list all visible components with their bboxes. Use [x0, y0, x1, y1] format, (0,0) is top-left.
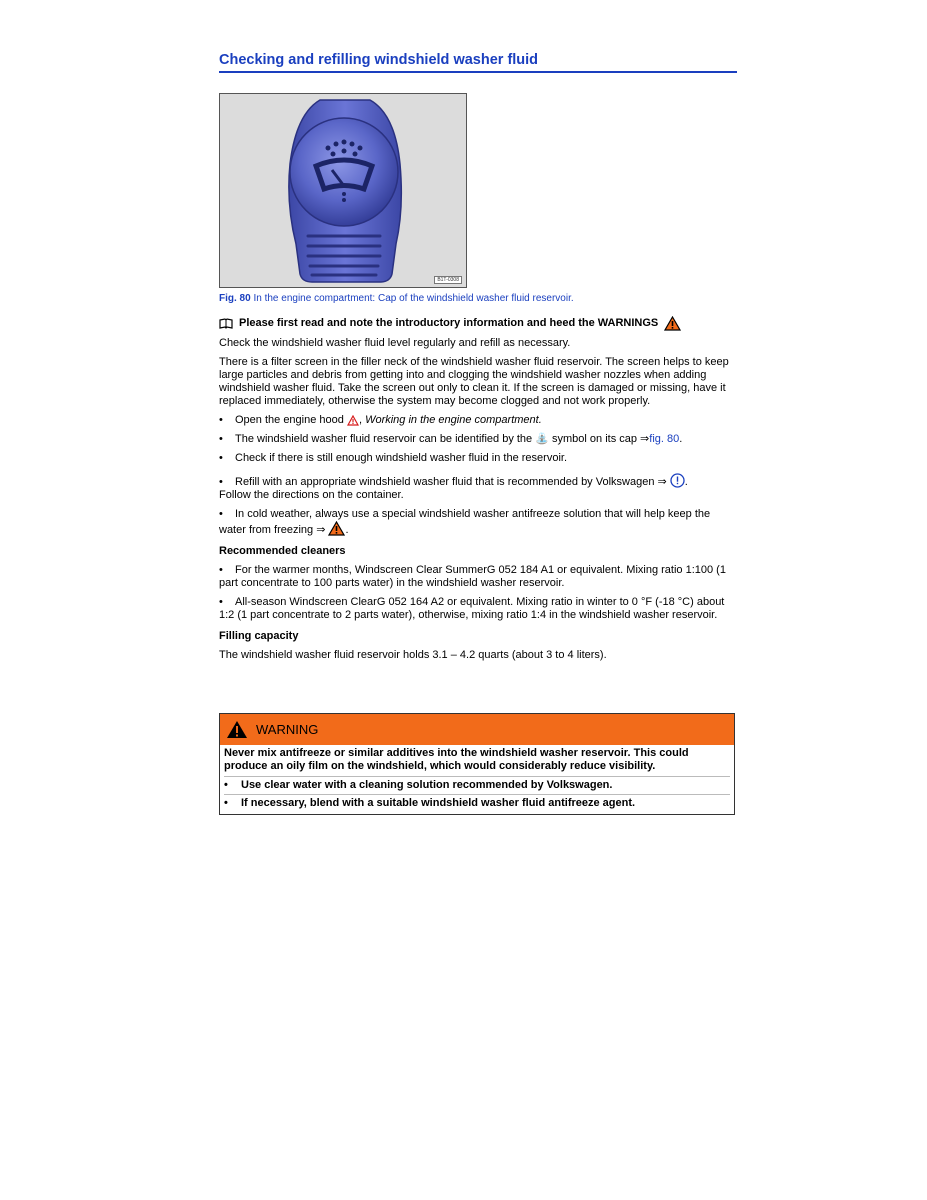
intro-lead [219, 316, 737, 331]
notice-icon[interactable] [670, 473, 685, 488]
book-icon [219, 318, 233, 329]
intro-paragraph-2: There is a filter screen in the filler neck of the windshield washer fluid reservoir. The screen helps to keep large particles and debris from getting into and clogging the windshield washer nozzles when adding windshield washer fluid. Take the screen out only to clean it. If the screen is damaged or missing, have it replaced immediately, otherwise the system may become clogged and not work properly. [219, 356, 729, 407]
capacity-heading: Filling capacity [219, 630, 299, 642]
figure-label: Fig. 80 [219, 293, 251, 304]
step-open-hood: • Open the engine hood , Working in the engine compartment. [219, 414, 542, 426]
warning-header [220, 714, 734, 745]
warning-label: WARNING [256, 722, 319, 737]
washer-symbol-icon: ⛲ [535, 433, 549, 445]
capacity-text: The windshield washer fluid reservoir holds 3.1 – 4.2 quarts (about 3 to 4 liters). [219, 649, 607, 661]
warning-bullet-1: • Use clear water with a cleaning solution recommended by Volkswagen. [224, 776, 730, 794]
content-body [219, 316, 737, 668]
figure-caption [219, 293, 574, 304]
cleaners-heading: Recommended cleaners [219, 545, 346, 557]
cleaner-all-season: • All-season Windscreen ClearG 052 164 A2 or equivalent. Mixing ratio in winter to 0 °F (-18 °C) about 1:2 (1 part concentrate to 2 parts water), otherwise, mixing ratio 1:4 in the windshield washer reservoir. [219, 596, 725, 621]
figure-caption-text: In the engine compartment: Cap of the windshield washer fluid reservoir. [253, 293, 574, 304]
intro-paragraph-1: Check the windshield washer fluid level regularly and refill as necessary. [219, 337, 571, 349]
warning-triangle-icon[interactable] [347, 415, 359, 426]
warning-box [219, 713, 735, 815]
step-refill: • Refill with an appropriate windshield washer fluid that is recommended by Volkswagen ⇒ . Follow the directions on the container. [219, 473, 737, 502]
warning-text: Never mix antifreeze or similar additives into the windshield washer reservoir. This could produce an oily film on the windshield, which would considerably reduce visibility. [224, 747, 689, 772]
section-title: Checking and refilling windshield washer fluid [219, 52, 737, 73]
link-working-engine-compartment[interactable]: Working in the engine compartment. [365, 414, 542, 426]
step-cold-weather: • In cold weather, always use a special windshield washer antifreeze solution that will help keep the water from freezing ⇒ . [219, 508, 711, 536]
figure-washer-cap [219, 93, 467, 288]
warning-triangle-icon [226, 720, 248, 739]
cleaner-summer: • For the warmer months, Windscreen Clear SummerG 052 184 A1 or equivalent. Mixing ratio 1:100 (1 part concentrate to 100 parts water) in the windshield washer reservoir. [219, 564, 726, 589]
warning-triangle-icon[interactable] [328, 521, 345, 536]
link-fig-80[interactable]: fig. 80 [649, 433, 680, 445]
step-check-level: • Check if there is still enough windshield washer fluid in the reservoir. [219, 452, 567, 464]
figure-code: B1T-0308 [434, 276, 462, 284]
step-identify-reservoir: • The windshield washer fluid reservoir can be identified by the ⛲ symbol on its cap ⇒fig. 80. [219, 433, 683, 445]
intro-lead-text: Please first read and note the introductory information and heed the WARNINGS [239, 317, 659, 329]
washer-cap-illustration [220, 94, 466, 287]
warning-triangle-icon[interactable] [664, 316, 681, 331]
warning-content [220, 745, 734, 814]
warning-bullet-2: • If necessary, blend with a suitable windshield washer fluid antifreeze agent. [224, 794, 730, 812]
